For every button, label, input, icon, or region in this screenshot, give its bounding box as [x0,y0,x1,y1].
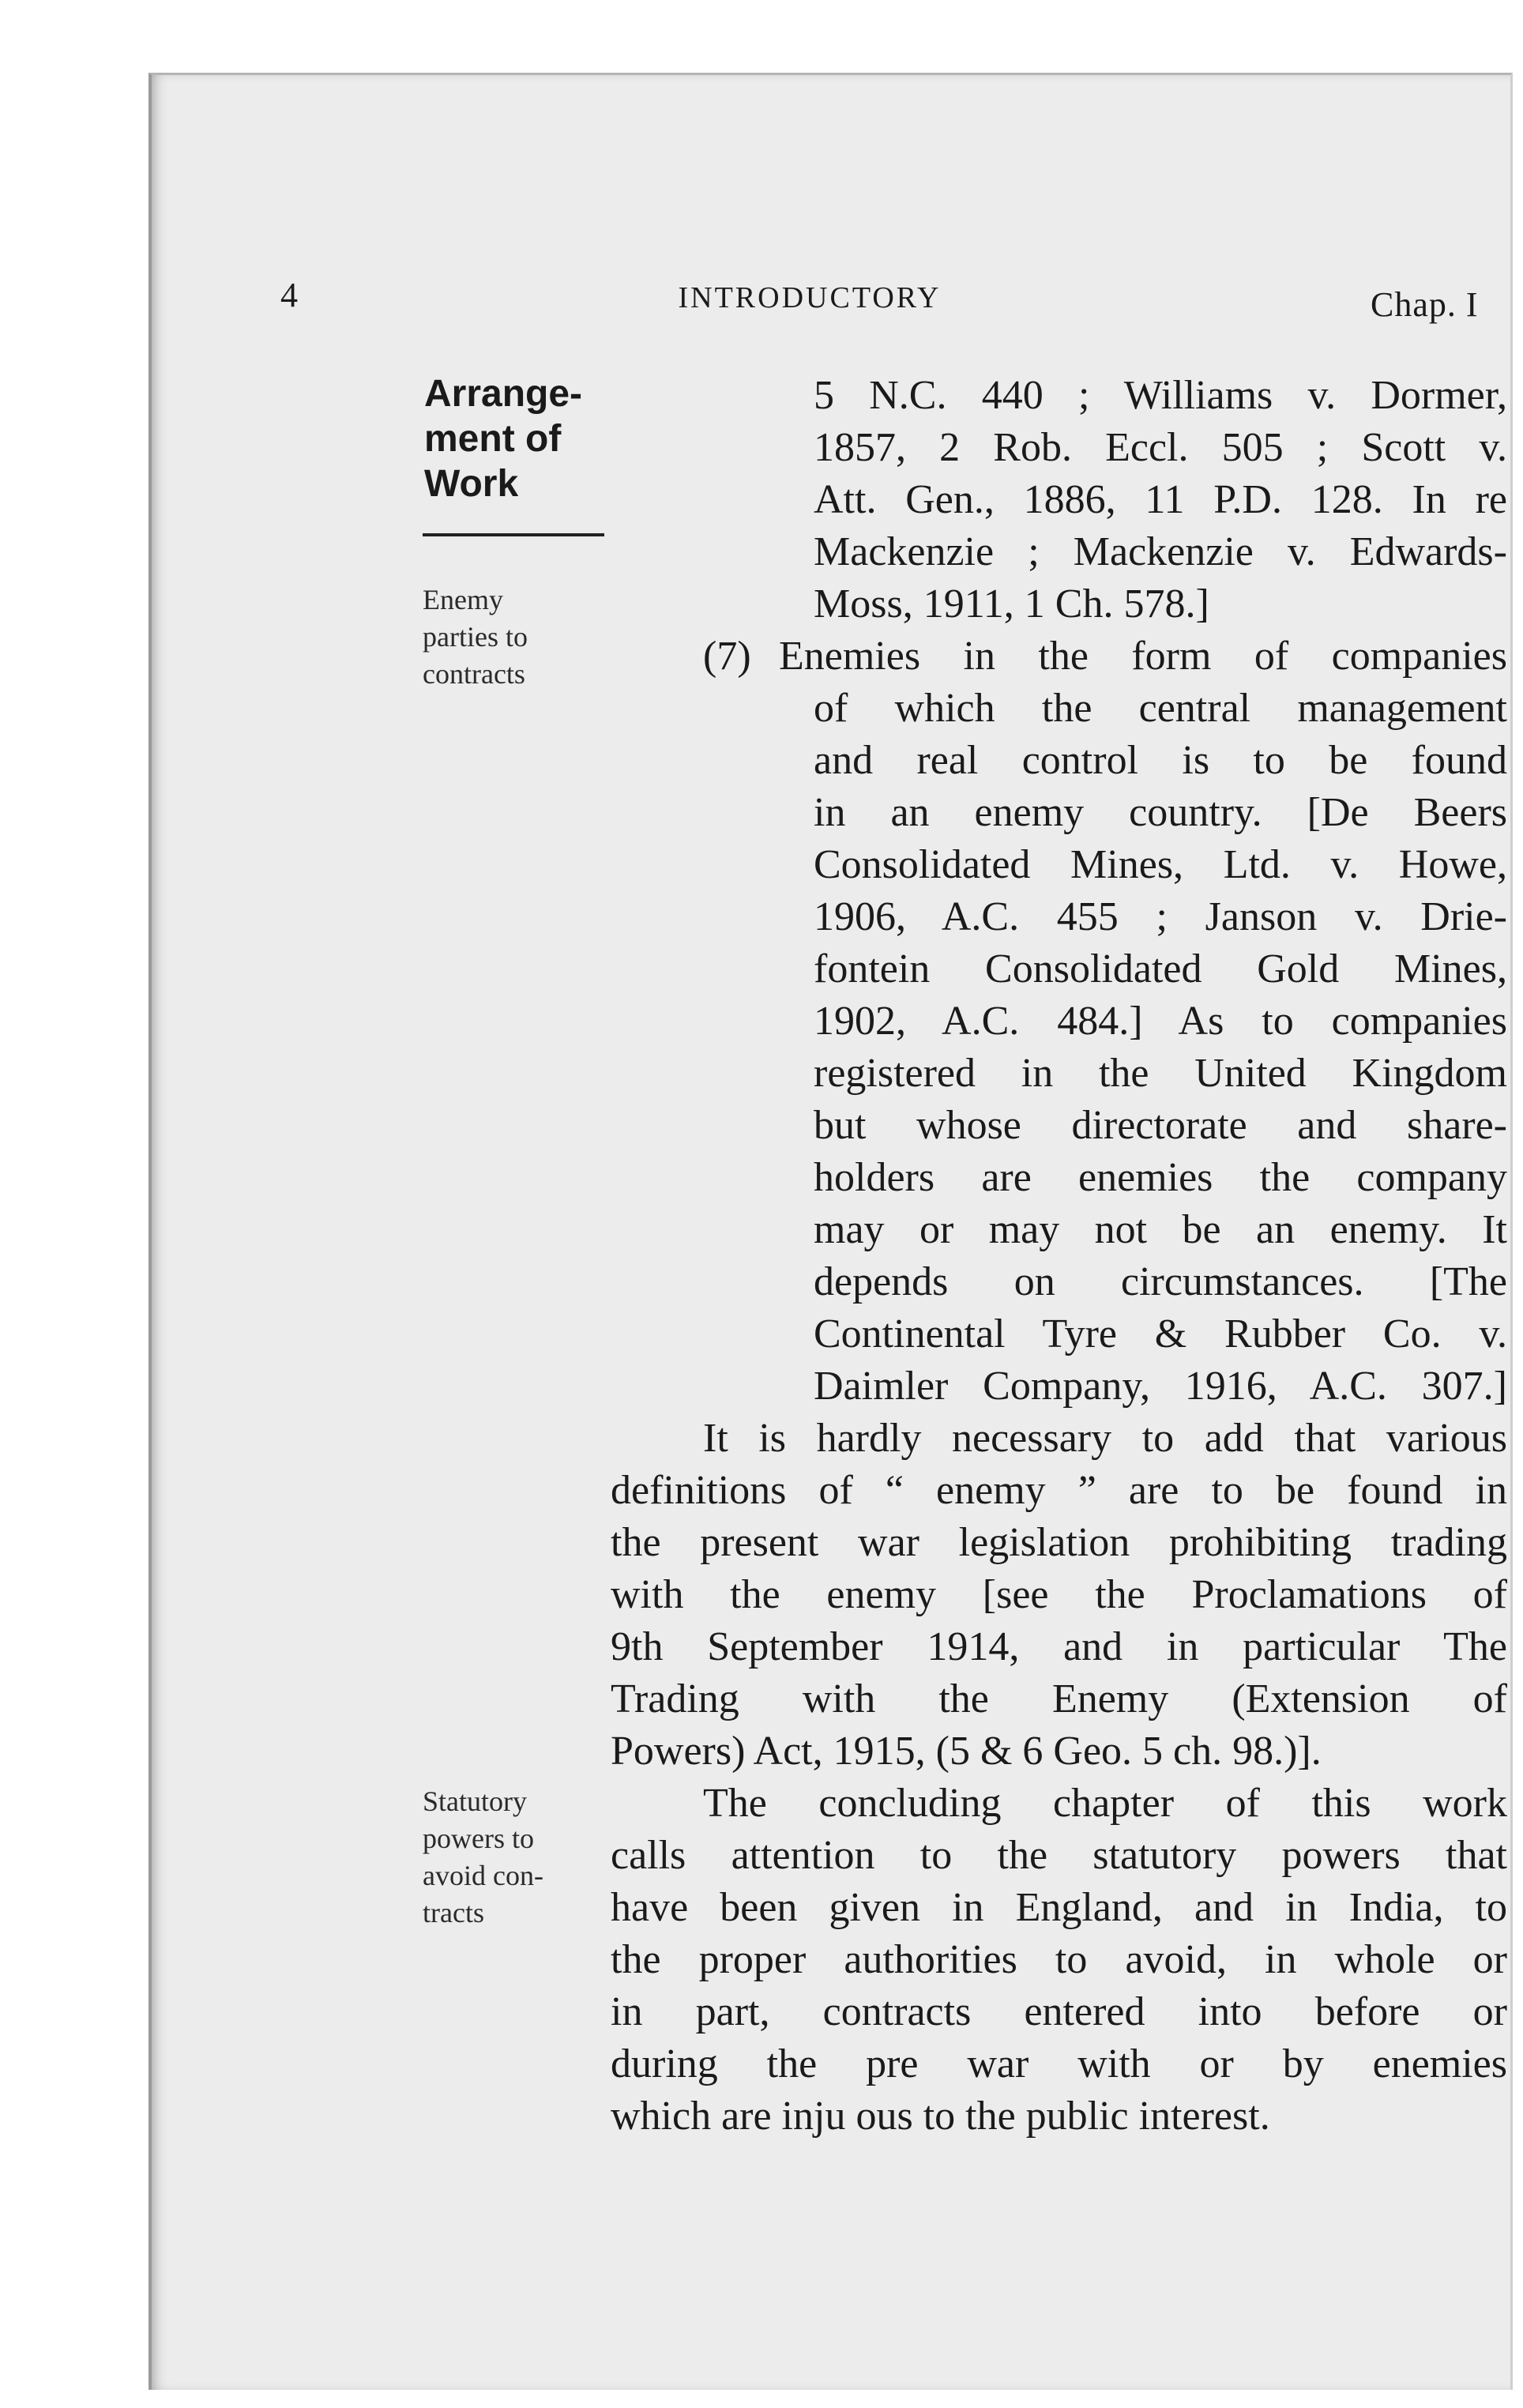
text-line: 1906, A.C. 455 ; Janson v. Drie- [814,894,1507,939]
body-text [611,370,1507,2143]
text-line: the present war legislation prohibiting trading [611,1520,1507,1565]
text-line: registered in the United Kingdom [814,1051,1507,1096]
text-line: 5 N.C. 440 ; Williams v. Dormer, [814,373,1507,418]
text-line: It is hardly necessary to add that various [703,1416,1507,1461]
text-line: Mackenzie ; Mackenzie v. Edwards- [814,529,1507,574]
text-line: fontein Consolidated Gold Mines, [814,946,1507,991]
running-head-text: INTRODUCTORY [678,281,942,314]
margin-note-enemy-parties: Enemy parties to contracts [423,584,528,690]
text-line: but whose directorate and share- [814,1103,1507,1148]
citation-continuation [611,370,1507,630]
text-line: The concluding chapter of this work [703,1781,1507,1826]
text-line: definitions of “ enemy ” are to be found in [611,1468,1507,1513]
text-line: Att. Gen., 1886, 11 P.D. 128. In re [814,477,1507,522]
text-line: 1857, 2 Rob. Eccl. 505 ; Scott v. [814,425,1507,470]
margin-note-statutory-powers: Statutory powers to avoid con-tracts [423,1785,543,1928]
text-line: may or may not be an enemy. It [814,1207,1507,1252]
chapter-reference: Chap. I [1371,285,1479,324]
text-line: Moss, 1911, 1 Ch. 578.] [814,581,1209,626]
text-line: the proper authorities to avoid, in whole or [611,1937,1507,1982]
text-line: Consolidated Mines, Ltd. v. Howe, [814,842,1507,887]
paragraph-definitions [611,1413,1507,1778]
text-line: Daimler Company, 1916, A.C. 307.] [814,1364,1507,1409]
text-line: Continental Tyre & Rubber Co. v. [814,1311,1507,1356]
text-line: in part, contracts entered into before or [611,1989,1507,2034]
item-text-cont [611,683,1507,1413]
text-line: which are inju ous to the public interest. [611,2094,1270,2139]
margin-section-heading: Arrange-ment of Work [424,373,583,505]
text-line: during the pre war with or by enemies [611,2041,1507,2086]
text-line: Powers) Act, 1915, (5 & 6 Geo. 5 ch. 98.)]. [611,1729,1322,1774]
text-line: calls attention to the statutory powers that [611,1833,1507,1878]
running-head [0,280,1523,315]
text-line: in an enemy country. [De Beers [814,790,1507,835]
list-item-7 [611,630,1507,1413]
item-number: (7) [703,634,751,679]
paragraph-concluding-chapter [611,1778,1507,2143]
text-line: Enemies in the form of companies [779,634,1507,679]
text-line: of which the central management [814,686,1507,731]
text-line: 9th September 1914, and in particular The [611,1624,1507,1669]
text-line: Trading with the Enemy (Extension of [611,1676,1507,1721]
text-line: 1902, A.C. 484.] As to companies [814,999,1507,1044]
margin-divider [423,533,604,536]
text-line: have been given in England, and in India, to [611,1885,1507,1930]
text-line: and real control is to be found [814,738,1507,783]
text-line: holders are enemies the company [814,1155,1507,1200]
text-line: with the enemy [see the Proclamations of [611,1572,1507,1617]
text-line: depends on circumstances. [The [814,1259,1507,1304]
page-number: 4 [280,276,298,314]
